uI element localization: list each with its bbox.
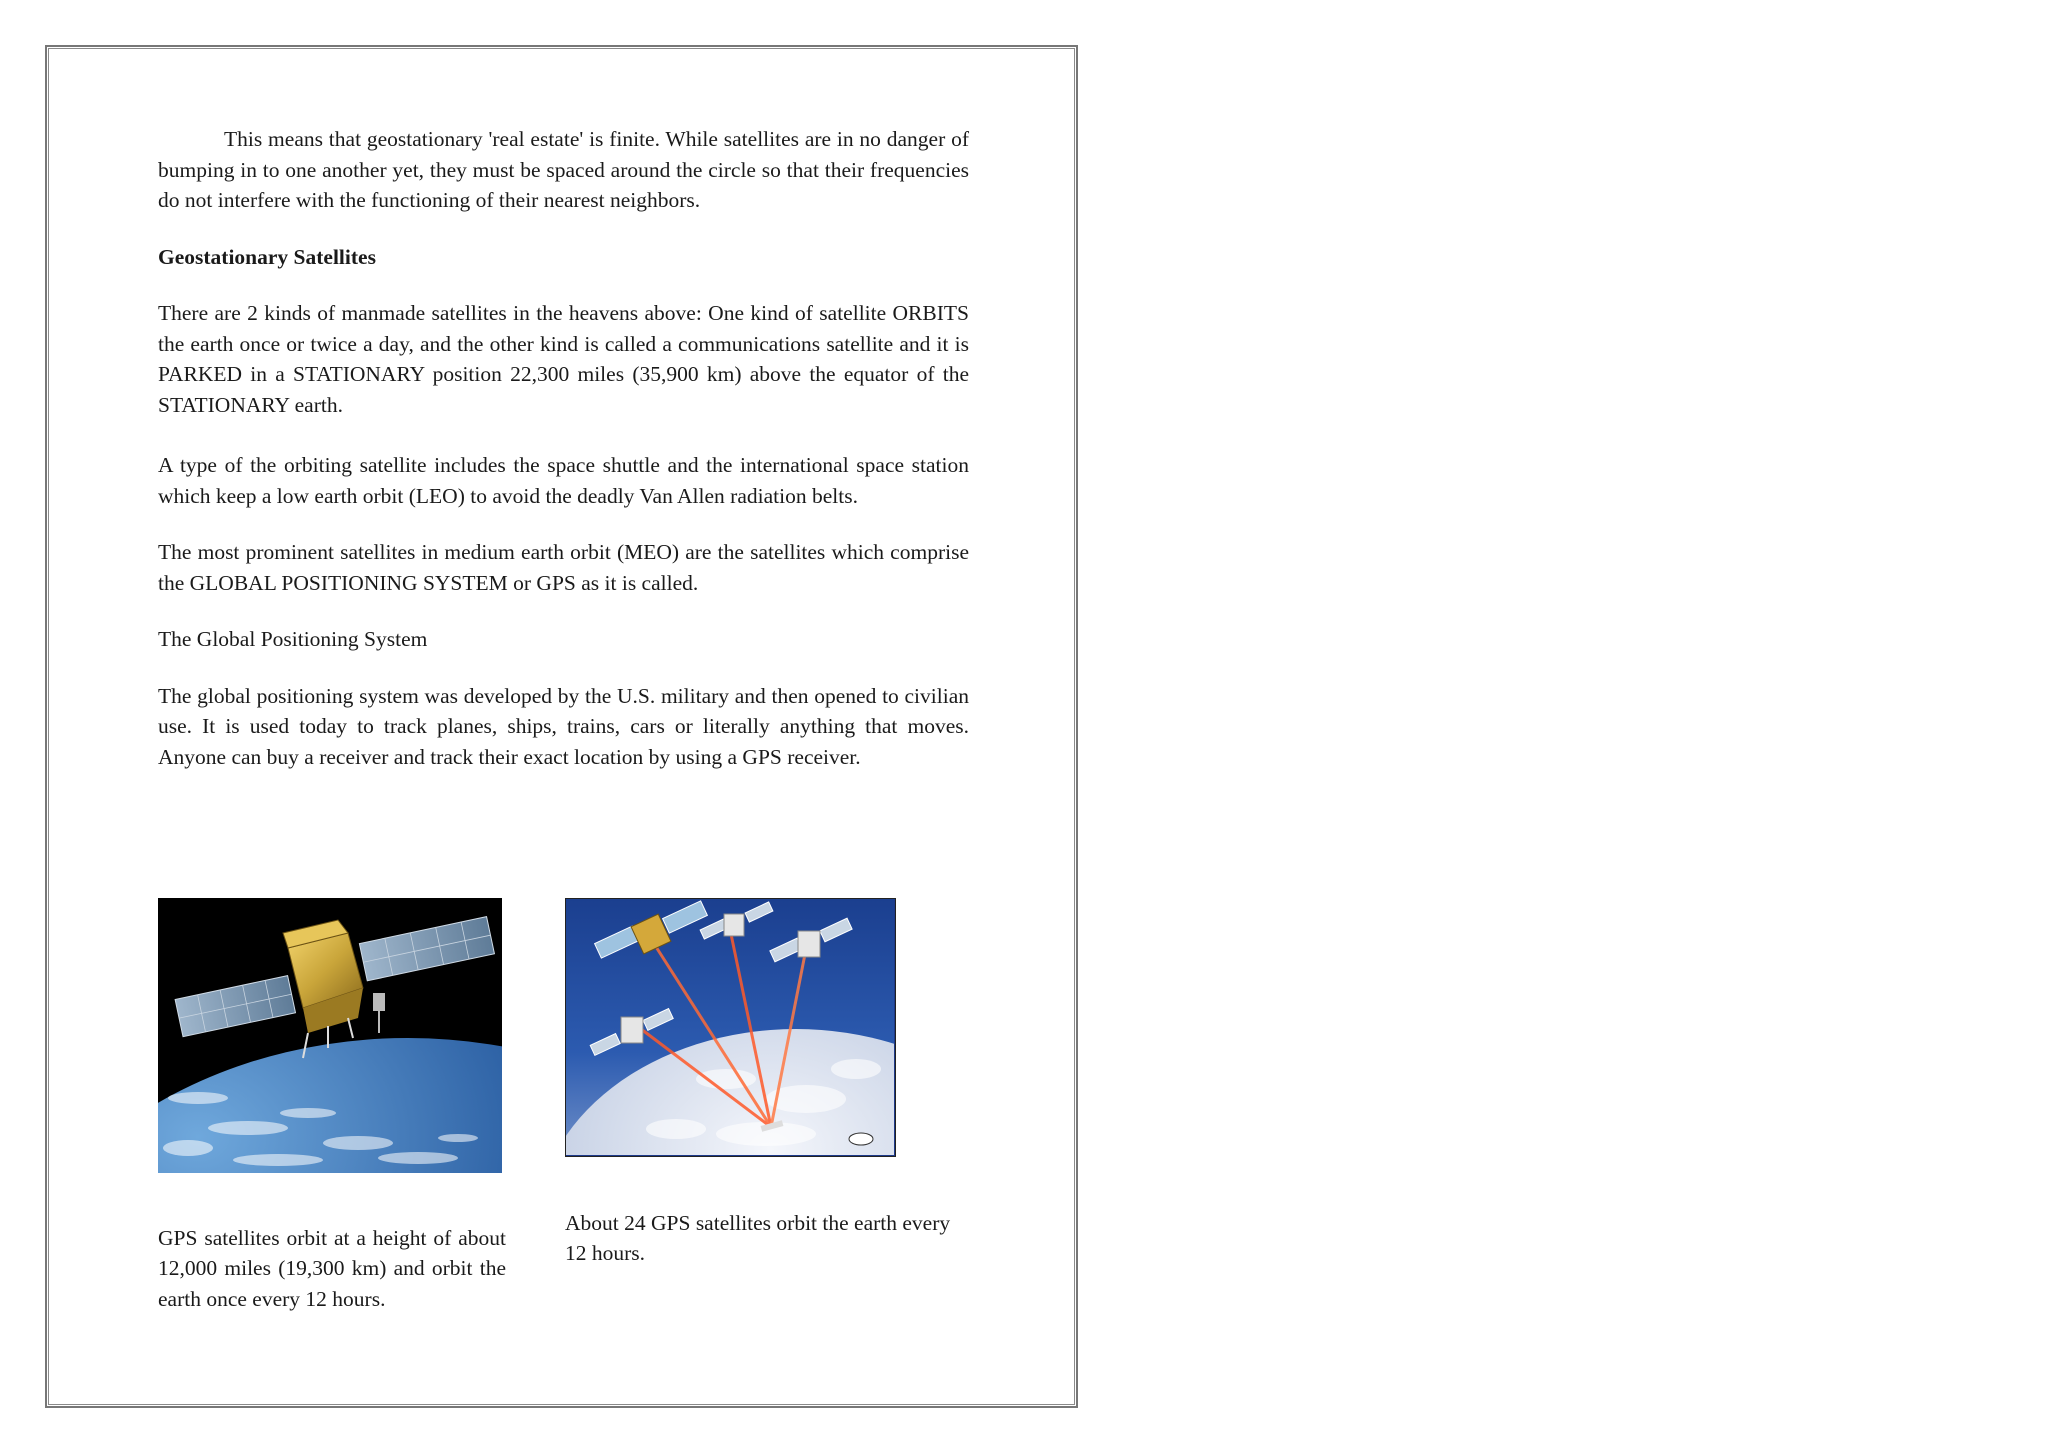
paragraph-gps-description: The global positioning system was developed by the U.S. military and then opened to civilian use. It is used today to track planes, ships, trains, cars or literally anything that moves. Anyone can buy a receiver and track their exact location by using a GPS receiver. xyxy=(158,683,969,769)
document-body xyxy=(158,124,969,772)
paragraph-satellite-kinds: There are 2 kinds of manmade satellites in the heavens above: One kind of satellite ORBITS the earth once or twice a day, and the other kind is called a communications satellite and it is PARKED in a STATIONARY position 22,300 miles (35,900 km) above the equator of the STATIONARY earth. xyxy=(158,301,969,417)
subheading-gps: The Global Positioning System xyxy=(158,627,428,651)
paragraph-leo: A type of the orbiting satellite includes the space shuttle and the international space station which keep a low earth orbit (LEO) to avoid the deadly Van Allen radiation belts. xyxy=(158,453,969,508)
figure-1-caption: GPS satellites orbit at a height of about 12,000 miles (19,300 km) and orbit the earth once every 12 hours. xyxy=(158,1225,506,1311)
gps-constellation-signals-illustration xyxy=(565,898,896,1157)
figure-2-caption: About 24 GPS satellites orbit the earth every 12 hours. xyxy=(565,1210,951,1265)
paragraph-geostationary-real-estate: This means that geostationary 'real estate' is finite. While satellites are in no danger of bumping in to one another yet, they must be spaced around the circle so that their frequencies do not interfere with the functioning of their nearest neighbors. xyxy=(158,127,969,212)
gps-constellation-icon xyxy=(566,899,894,1155)
satellite-earth-icon xyxy=(158,898,502,1173)
gps-satellite-over-earth-photo xyxy=(158,898,502,1173)
section-heading: Geostationary Satellites xyxy=(158,244,376,269)
paragraph-meo: The most prominent satellites in medium earth orbit (MEO) are the satellites which comprise the GLOBAL POSITIONING SYSTEM or GPS as it is called. xyxy=(158,540,969,595)
